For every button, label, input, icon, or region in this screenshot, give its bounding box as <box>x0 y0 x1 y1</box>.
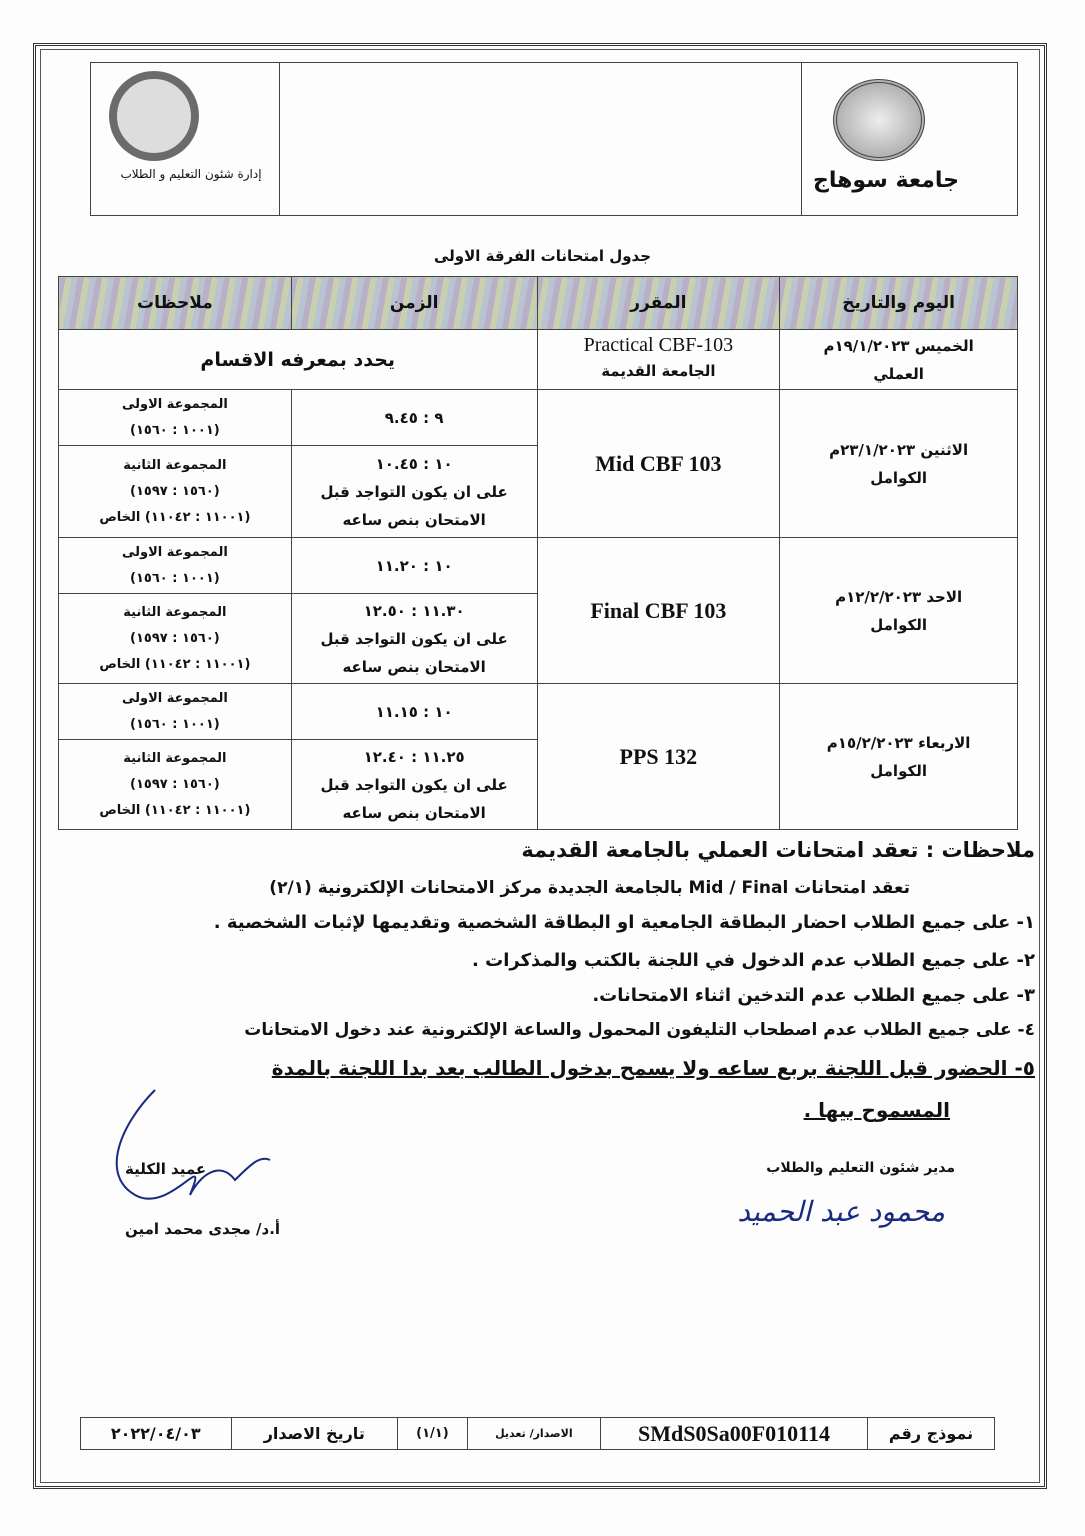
table-row <box>59 390 1018 446</box>
group-name: المجموعة الثانية <box>123 457 227 473</box>
exam-time: ٩ : ٩.٤٥ <box>291 390 537 446</box>
exam-day: الاثنين ٢٣/١/٢٠٢٣م <box>829 440 969 459</box>
group-range: (١٥٦٠ : ١٥٩٧) <box>130 630 220 646</box>
table-row <box>59 684 1018 740</box>
affairs-director-title: مدير شئون التعليم والطلاب <box>766 1160 955 1176</box>
divider <box>279 63 280 215</box>
exam-time: ١٠ : ١١.١٥ <box>291 684 537 740</box>
edition-label: الاصدار/ تعديل <box>467 1418 600 1450</box>
presence-note: الامتحان بنص ساعه <box>342 657 486 676</box>
issue-date: ٢٠٢٢/٠٤/٠٣ <box>81 1418 232 1450</box>
course-code: Mid CBF 103 <box>537 390 780 538</box>
issue-label: تاريخ الاصدار <box>231 1418 397 1450</box>
exam-time: ١٠ : ١٠.٤٥ <box>375 454 453 473</box>
form-number: SMdS0Sa00F010114 <box>601 1418 868 1450</box>
dean-title: عميد الكلية <box>125 1160 207 1178</box>
course-location: الجامعة القديمة <box>601 362 716 380</box>
column-header: الزمن <box>291 277 537 330</box>
notes-heading: ملاحظات : تعقد امتحانات العملي بالجامعة القديمة <box>521 838 1035 862</box>
exam-time: ١١.٣٠ : ١٢.٥٠ <box>363 601 465 620</box>
group-name: المجموعة الثانية <box>123 750 227 766</box>
note-item: المسموح بيها . <box>803 1098 950 1122</box>
presence-note: على ان يكون التواجد قبل <box>320 775 508 794</box>
department-name: إدارة شئون التعليم و الطلاب <box>120 167 262 181</box>
note-item: ١- على جميع الطلاب احضار البطاقة الجامعية او البطاقة الشخصية وتقديمها لإثبات الشخصية . <box>213 912 1035 933</box>
group-private-range: (١١٠٠١ : ١١٠٤٢) الخاص <box>99 509 251 525</box>
form-label: نموذج رقم <box>868 1418 995 1450</box>
group-range: (١٠٠١ : ١٥٦٠) <box>130 716 220 732</box>
letterhead <box>90 62 1018 216</box>
exam-schedule-table <box>58 276 1018 830</box>
presence-note: الامتحان بنص ساعه <box>342 510 486 529</box>
edition-value: (١/١) <box>398 1418 468 1450</box>
course-code: PPS 132 <box>537 684 780 830</box>
column-header: اليوم والتاريخ <box>780 277 1018 330</box>
presence-note: الامتحان بنص ساعه <box>342 803 486 822</box>
table-row <box>59 330 1018 390</box>
course-code: Final CBF 103 <box>537 538 780 684</box>
university-seal-icon <box>833 79 925 161</box>
university-name: جامعة سوهاج <box>813 168 959 193</box>
page-title: جدول امتحانات الفرقة الاولى <box>433 247 652 265</box>
dean-name: أ.د/ مجدى محمد امين <box>125 1220 281 1238</box>
note-item: ٢- على جميع الطلاب عدم الدخول في اللجنة بالكتب والمذكرات . <box>472 950 1035 971</box>
column-header: ملاحظات <box>59 277 292 330</box>
notes-line: تعقد امتحانات Mid / Final بالجامعة الجديدة مركز الامتحانات الإلكترونية (٢/١) <box>269 878 910 898</box>
exam-time: ١١.٢٥ : ١٢.٤٠ <box>363 747 465 766</box>
note-item: ٤- على جميع الطلاب عدم اصطحاب التليفون المحمول والساعة الإلكترونية عند دخول الامتحانات <box>244 1020 1035 1040</box>
column-header: المقرر <box>537 277 780 330</box>
presence-note: على ان يكون التواجد قبل <box>320 629 508 648</box>
exam-type: الكوامل <box>870 468 927 487</box>
group-range: (١٥٦٠ : ١٥٩٧) <box>130 483 220 499</box>
exam-type: العملي <box>873 364 924 383</box>
exam-day: الاحد ١٢/٢/٢٠٢٣م <box>835 587 963 606</box>
group-name: المجموعة الاولى <box>121 396 228 412</box>
exam-day: الاربعاء ١٥/٢/٢٠٢٣م <box>826 733 971 752</box>
form-footer <box>80 1417 995 1450</box>
group-private-range: (١١٠٠١ : ١١٠٤٢) الخاص <box>99 656 251 672</box>
director-signature: محمود عبد الحميد <box>737 1195 945 1228</box>
group-name: المجموعة الاولى <box>121 544 228 560</box>
exam-day: الخميس ١٩/١/٢٠٢٣م <box>823 336 974 355</box>
divider <box>801 63 802 215</box>
course-code: Practical CBF-103 <box>583 334 734 356</box>
group-range: (١٥٦٠ : ١٥٩٧) <box>130 776 220 792</box>
merged-note: يحدد بمعرفه الاقسام <box>59 330 538 390</box>
exam-time: ١٠ : ١١.٢٠ <box>291 538 537 594</box>
dean-signature-icon <box>60 1085 280 1235</box>
left-logo-icon <box>109 71 199 161</box>
note-item: ٥- الحضور قبل اللجنة بربع ساعه ولا يسمح بدخول الطالب بعد بدا اللجنة بالمدة <box>271 1056 1035 1080</box>
group-name: المجموعة الاولى <box>121 690 228 706</box>
group-range: (١٠٠١ : ١٥٦٠) <box>130 570 220 586</box>
exam-type: الكوامل <box>870 615 927 634</box>
note-item: ٣- على جميع الطلاب عدم التدخين اثناء الامتحانات. <box>592 985 1035 1006</box>
exam-type: الكوامل <box>870 761 927 780</box>
group-private-range: (١١٠٠١ : ١١٠٤٢) الخاص <box>99 802 251 818</box>
group-name: المجموعة الثانية <box>123 604 227 620</box>
group-range: (١٠٠١ : ١٥٦٠) <box>130 422 220 438</box>
table-header-row <box>59 277 1018 330</box>
presence-note: على ان يكون التواجد قبل <box>320 482 508 501</box>
table-row <box>59 538 1018 594</box>
